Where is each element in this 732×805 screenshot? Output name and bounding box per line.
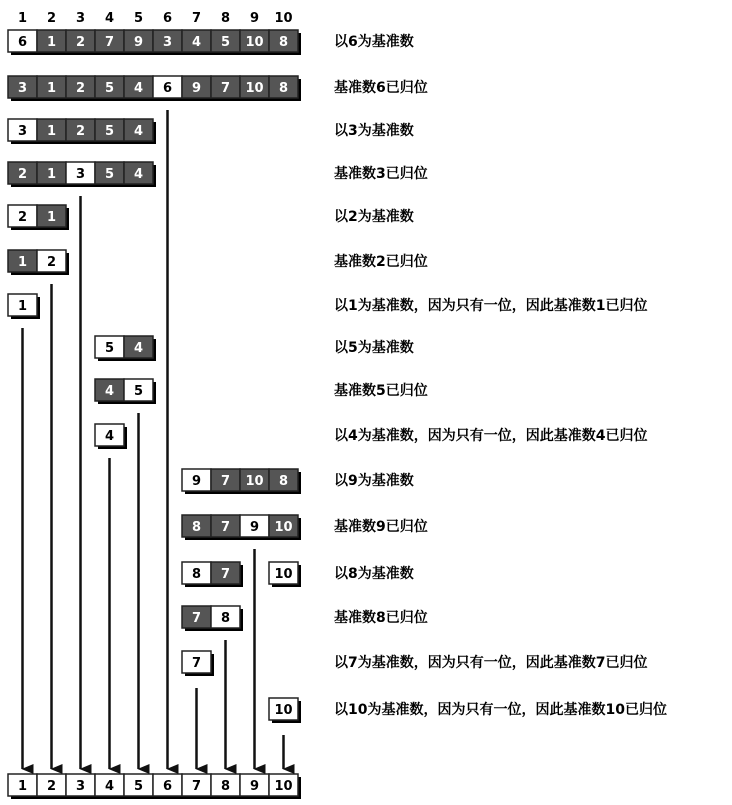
step-row bbox=[8, 30, 414, 55]
cell-value: 2 bbox=[75, 124, 86, 139]
cell-value: 10 bbox=[274, 703, 293, 718]
step-row bbox=[8, 205, 414, 230]
sorted-value: 3 bbox=[75, 779, 86, 794]
step-row bbox=[8, 119, 414, 144]
cell-value: 5 bbox=[104, 81, 115, 96]
step-note: 以8为基准数 bbox=[334, 566, 414, 582]
step-row bbox=[95, 336, 414, 361]
cell-value: 8 bbox=[278, 474, 289, 489]
sorted-value: 2 bbox=[46, 779, 57, 794]
cell-value: 9 bbox=[191, 474, 202, 489]
column-header: 8 bbox=[220, 11, 231, 26]
cell-value: 7 bbox=[191, 611, 202, 626]
cell-value: 5 bbox=[133, 384, 144, 399]
step-row bbox=[182, 606, 428, 631]
step-row bbox=[182, 469, 414, 494]
cell-value: 4 bbox=[104, 384, 115, 399]
step-row bbox=[95, 379, 428, 404]
step-row bbox=[182, 515, 428, 540]
cell-value: 3 bbox=[162, 35, 173, 50]
sorted-value: 10 bbox=[274, 779, 293, 794]
step-note: 基准数8已归位 bbox=[334, 610, 428, 626]
cell-value: 6 bbox=[162, 81, 173, 96]
sorted-value: 1 bbox=[17, 779, 28, 794]
step-note: 以7为基准数，因为只有一位，因此基准数7已归位 bbox=[334, 655, 648, 671]
cell-value: 10 bbox=[274, 567, 293, 582]
cell-value: 1 bbox=[46, 81, 57, 96]
column-header: 9 bbox=[249, 11, 260, 26]
cell-value: 7 bbox=[220, 474, 231, 489]
cell-value: 9 bbox=[191, 81, 202, 96]
step-note: 基准数6已归位 bbox=[334, 80, 428, 96]
cell-value: 4 bbox=[191, 35, 202, 50]
step-row bbox=[95, 424, 647, 449]
column-header: 6 bbox=[162, 11, 173, 26]
step-row bbox=[8, 76, 428, 101]
cell-value: 2 bbox=[75, 81, 86, 96]
step-row bbox=[182, 562, 414, 587]
cell-value: 9 bbox=[249, 520, 260, 535]
sorted-value: 9 bbox=[249, 779, 260, 794]
step-rows bbox=[8, 30, 667, 723]
step-note: 以1为基准数，因为只有一位，因此基准数1已归位 bbox=[334, 298, 648, 314]
cell-value: 10 bbox=[245, 35, 264, 50]
cell-value: 1 bbox=[46, 124, 57, 139]
sorted-value: 7 bbox=[191, 779, 202, 794]
cell-value: 2 bbox=[17, 210, 28, 225]
cell-value: 4 bbox=[133, 341, 144, 356]
step-note: 以6为基准数 bbox=[334, 34, 414, 50]
cell-value: 4 bbox=[133, 167, 144, 182]
cell-value: 3 bbox=[75, 167, 86, 182]
cell-value: 9 bbox=[133, 35, 144, 50]
cell-value: 6 bbox=[17, 35, 28, 50]
step-note: 以4为基准数，因为只有一位，因此基准数4已归位 bbox=[334, 428, 648, 444]
cell-value: 8 bbox=[220, 611, 231, 626]
sorted-value: 8 bbox=[220, 779, 231, 794]
cell-value: 4 bbox=[104, 429, 115, 444]
cell-value: 7 bbox=[104, 35, 115, 50]
cell-value: 10 bbox=[245, 81, 264, 96]
cell-value: 1 bbox=[46, 35, 57, 50]
cell-value: 2 bbox=[17, 167, 28, 182]
step-note: 基准数2已归位 bbox=[334, 254, 428, 270]
cell-value: 2 bbox=[75, 35, 86, 50]
column-header: 3 bbox=[75, 11, 86, 26]
column-header: 7 bbox=[191, 11, 202, 26]
cell-value: 5 bbox=[104, 341, 115, 356]
step-note: 基准数3已归位 bbox=[334, 166, 428, 182]
step-note: 以9为基准数 bbox=[334, 473, 414, 489]
cell-value: 5 bbox=[104, 167, 115, 182]
sorted-value: 4 bbox=[104, 779, 115, 794]
cell-value: 1 bbox=[46, 167, 57, 182]
cell-value: 8 bbox=[191, 520, 202, 535]
cell-value: 7 bbox=[220, 567, 231, 582]
cell-value: 4 bbox=[133, 124, 144, 139]
cell-value: 3 bbox=[17, 81, 28, 96]
step-note: 以3为基准数 bbox=[334, 123, 414, 139]
cell-value: 8 bbox=[278, 35, 289, 50]
cell-value: 2 bbox=[46, 255, 57, 270]
column-header: 2 bbox=[46, 11, 57, 26]
step-row bbox=[8, 162, 428, 187]
cell-value: 1 bbox=[17, 299, 28, 314]
step-note: 以5为基准数 bbox=[334, 340, 414, 356]
final-sorted-row bbox=[8, 774, 301, 799]
step-row bbox=[182, 651, 647, 676]
step-row bbox=[8, 250, 428, 275]
column-header: 5 bbox=[133, 11, 144, 26]
step-note: 以2为基准数 bbox=[334, 209, 414, 225]
sorted-value: 6 bbox=[162, 779, 173, 794]
step-row bbox=[269, 698, 667, 723]
cell-value: 8 bbox=[278, 81, 289, 96]
cell-value: 10 bbox=[245, 474, 264, 489]
column-headers bbox=[18, 11, 293, 26]
column-header: 1 bbox=[17, 11, 28, 26]
cell-value: 10 bbox=[274, 520, 293, 535]
cell-value: 7 bbox=[191, 656, 202, 671]
step-note: 以10为基准数，因为只有一位，因此基准数10已归位 bbox=[334, 702, 667, 718]
column-header: 10 bbox=[274, 11, 293, 26]
cell-value: 8 bbox=[191, 567, 202, 582]
column-header: 4 bbox=[104, 11, 115, 26]
cell-value: 3 bbox=[17, 124, 28, 139]
sorted-value: 5 bbox=[133, 779, 144, 794]
cell-value: 7 bbox=[220, 81, 231, 96]
step-note: 基准数9已归位 bbox=[334, 519, 428, 535]
cell-value: 1 bbox=[17, 255, 28, 270]
cell-value: 7 bbox=[220, 520, 231, 535]
cell-value: 5 bbox=[104, 124, 115, 139]
step-row bbox=[8, 294, 647, 319]
cell-value: 4 bbox=[133, 81, 144, 96]
cell-value: 5 bbox=[220, 35, 231, 50]
step-note: 基准数5已归位 bbox=[334, 383, 428, 399]
cell-value: 1 bbox=[46, 210, 57, 225]
